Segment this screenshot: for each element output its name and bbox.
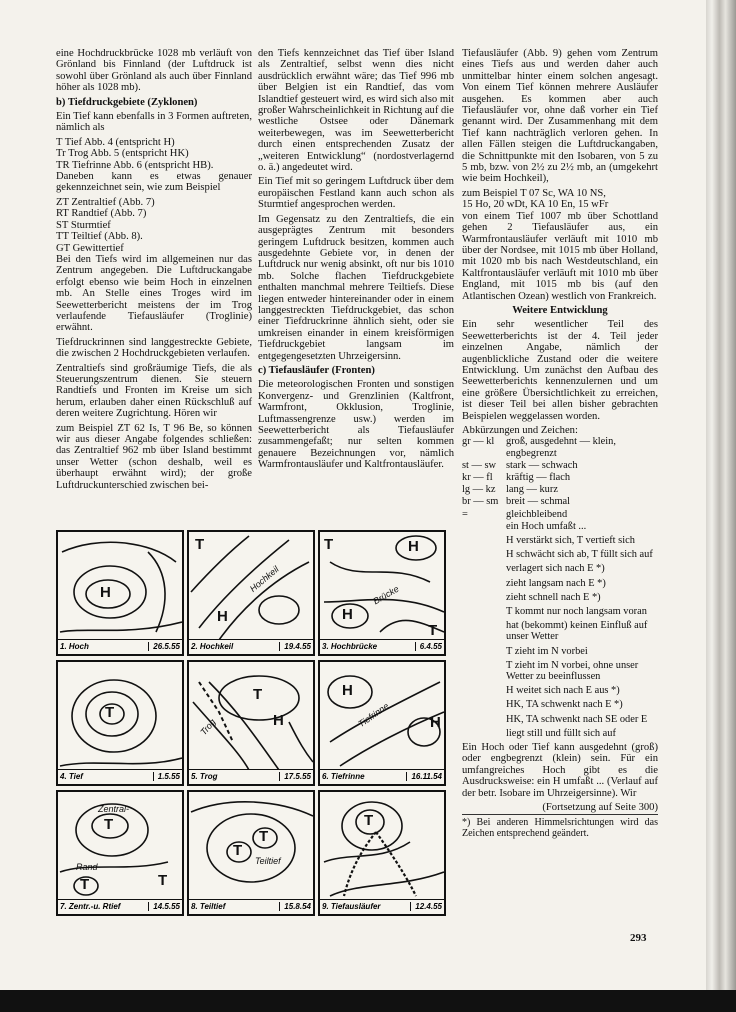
text-column-2 (258, 48, 454, 474)
high-label: H (100, 584, 111, 601)
weather-maps-figure (56, 530, 450, 920)
symbol-meaning: zieht langsam nach E *) (506, 577, 606, 589)
map-hochkeil (187, 530, 315, 656)
low-label: T (253, 686, 263, 703)
low-label: T (364, 812, 374, 829)
map-annotation: Brücke (371, 583, 401, 607)
caption-title: 6. Tiefrinne (322, 772, 365, 781)
symbol-meaning: HK, TA schwenkt nach E *) (506, 699, 623, 711)
paragraph: zum Beispiel ZT 62 Is, T 96 Be, so können wir aus dieser Angabe folgendes schließen: das Zentraltief 962 mb über Island bestimmt unser Wetter (schon deshalb, weil es überhaupt erwähnt wird); der große Luftdruckunterschied zwischen bei- (56, 422, 252, 491)
isobar-lines (320, 792, 444, 902)
map-tiefrinne (318, 660, 446, 786)
abbr-key: br — sm (462, 496, 499, 508)
abbreviation-row (462, 472, 658, 483)
symbol-meaning: H verstärkt sich, T vertieft sich (506, 535, 635, 547)
paragraph: Ein Hoch oder Tief kann ausgedehnt (groß) oder engbegrenzt (klein) sein. Für ein umfangreiches Hoch gibt es die Ausdrucksweise: ein H umfaßt ... (Verlauf auf der betr. Isobare im Uhrzeigersinne). Wir (462, 742, 658, 799)
section-heading-c: c) Tiefausläufer (Fronten) (258, 364, 375, 376)
map-hochbruecke (318, 530, 446, 656)
paragraph: den Tiefs kennzeichnet das Tief über Island als Zentraltief, selbst wenn dies nicht ausdrücklich erwähnt wäre; das Tief 996 mb über Belgien ist ein Randtief, das vom Islandtief gesteuert wird, es wird sich also mit großer Wahrscheinlichkeit in Richtung auf die westliche Ostsee oder Dänemark weiterbewegen, was im Seewetterbericht durch einen entsprechenden Zusatz der „weiteren Entwicklung“ (nordostverlagernd o. ä.) angedeutet wird. (258, 48, 454, 174)
caption-title: 3. Hochbrücke (322, 642, 378, 651)
abbreviation-row (462, 484, 658, 495)
paragraph: Im Gegensatz zu den Zentraltiefs, die ein ausgeprägtes Zentrum mit besonders geringem Luftdruck besitzen, kommen auch ausgedehnte Gebiete vor, in denen der Luftdruck nur wenig absinkt, oft nur bis 1010 mb. Solche flachen Tiefdruckgebiete enthalten manchmal mehrere Teiltiefs. Diese liegen entweder hintereinander oder in einem langgestreckten Tiefdruckgebiet, das schon einer Tiefdruckrinne ähnlich sieht, oder sie umkreisen einander in einem kreisförmigen Tiefdruckgebiet langsam im entgegengesetzten Uhrzeigersinn. (258, 213, 454, 362)
abbr-key: st — sw (462, 459, 497, 471)
isobar-lines (58, 532, 182, 642)
paragraph: Abkürzungen und Zeichen: (462, 425, 578, 436)
paragraph: Ein sehr wesentlicher Teil des Seewetterberichts ist der 4. Teil jeder einzelnen Angabe, nämlich der augenblickliche Zustand oder die weitere Entwicklung. Um zunächst den Aufbau des Seewetterberichts kennenzulernen und um eine größere Übersichtlichkeit zu erreichen, ist dieser Teil bei allen bisher gebrachten Beispielen weggelassen worden. (462, 319, 658, 422)
map-caption (320, 899, 444, 914)
isobar-lines (189, 662, 313, 772)
paragraph: Ein Tief kann ebenfalls in 3 Formen auftreten, nämlich als (56, 111, 252, 134)
abbreviation-row (462, 460, 658, 471)
low-label: T (104, 816, 114, 833)
map-tief (56, 660, 184, 786)
map-annotation: Rand- (76, 862, 101, 872)
list-item: T Tief Abb. 4 (entspricht H) (56, 136, 175, 148)
paragraph: Zentraltiefs sind großräumige Tiefs, die als Steuerungszentrum dienen. Sie steuern Randtiefs und Fronten im Kreise um sich herum, erlauben daher einen Rückschluß auf deren weitere Zugrichtung. Hören wir (56, 362, 252, 420)
map-zentraltief-randtief (56, 790, 184, 916)
text-column-3 (462, 48, 658, 842)
low-label: T (105, 704, 115, 721)
map-caption (189, 639, 313, 654)
caption-date: 16.11.54 (406, 772, 442, 781)
map-hoch (56, 530, 184, 656)
abbr-key: gr — kl (462, 436, 495, 448)
list-item: TT Teiltief (Abb. 8). (56, 231, 143, 243)
low-label: T (428, 622, 438, 639)
map-trog (187, 660, 315, 786)
paragraph: Ein Tief mit so geringem Luftdruck über dem europäischen Festland kann auch schon als Sturmtief angesprochen werden. (258, 176, 454, 211)
caption-date: 6.4.55 (415, 642, 442, 651)
high-label: H (408, 538, 419, 555)
high-label: H (217, 608, 228, 625)
list-item: ST Sturmtief (56, 219, 111, 231)
paragraph: Daneben kann es etwas genauer gekennzeichnet sein, wie zum Beispiel (56, 171, 252, 194)
map-tiefauslaeufer (318, 790, 446, 916)
caption-title: 2. Hochkeil (191, 642, 234, 651)
example-line: zum Beispiel T 07 Sc, WA 10 NS, (462, 187, 606, 199)
caption-title: 1. Hoch (60, 642, 89, 651)
page-number: 293 (630, 932, 647, 944)
caption-date: 1.5.55 (153, 772, 180, 781)
symbol-meaning: liegt still und füllt sich auf (506, 727, 616, 739)
isobar-lines (189, 792, 313, 902)
abbreviation-row (462, 496, 658, 507)
caption-date: 14.5.55 (148, 902, 180, 911)
paragraph: Bei den Tiefs wird im allgemeinen nur das Zentrum angegeben. Die Luftdruckangabe erfolgt ebenso wie beim Hoch in einzelnen mb. An Stelle eines Troges wird im Seewetterbericht meistens der im Trog verlaufende Tiefausläufer (Troglinie) erwähnt. (56, 253, 252, 334)
symbol-meaning: T zieht im N vorbei (506, 645, 588, 657)
low-label: T (195, 536, 205, 553)
high-label: H (342, 682, 353, 699)
example-line: 15 Ho, 20 wDt, KA 10 En, 15 wFr (462, 199, 609, 211)
paragraph: von einem Tief 1007 mb über Schottland gehen 2 Tiefausläufer aus, ein Warmfrontausläufer verläuft mit 1010 mb über der Nordsee, mit 1015 mb über Holland, mit 1020 mb bis nach Westdeutschland, ein Kaltfrontausläufer verläuft mit 1010 mb über England, mit 1015 mb bis (auf den Atlantischen Ozean) westlich von Frankreich. (462, 210, 658, 302)
low-label: T (259, 828, 269, 845)
abbr-value: groß, ausgedehnt — klein, engbegrenzt (506, 436, 616, 459)
abbr-key: kr — fl (462, 472, 493, 484)
symbol-meaning: hat (bekommt) keinen Einfluß auf unser Wetter (506, 620, 648, 643)
list-item: Tr Trog Abb. 5 (entspricht HK) (56, 148, 189, 160)
caption-title: 8. Teiltief (191, 902, 226, 911)
isobar-lines (320, 662, 444, 772)
list-item: ZT Zentraltief (Abb. 7) (56, 196, 155, 208)
abbr-value: breit — schmal (506, 496, 571, 508)
list-item: GT Gewittertief (56, 242, 124, 254)
caption-date: 26.5.55 (148, 642, 180, 651)
high-label: H (273, 712, 284, 729)
abbreviation-row (462, 436, 658, 458)
caption-date: 15.8.54 (279, 902, 311, 911)
map-teiltief (187, 790, 315, 916)
caption-title: 9. Tiefausläufer (322, 902, 381, 911)
abbreviation-row (462, 509, 658, 520)
caption-title: 4. Tief (60, 772, 83, 781)
list-item: RT Randtief (Abb. 7) (56, 208, 147, 220)
caption-title: 5. Trog (191, 772, 218, 781)
low-label: T (158, 872, 168, 889)
page-edge (706, 0, 736, 1012)
low-label: T (80, 876, 90, 893)
map-annotation: Tiefrinne (356, 700, 391, 730)
map-caption (58, 769, 182, 784)
symbol-meaning: T kommt nur noch langsam voran (506, 606, 647, 618)
symbol-meaning: H weitet sich nach E aus *) (506, 685, 620, 697)
map-caption (320, 639, 444, 654)
abbr-value: gleichbleibend (506, 508, 568, 520)
symbol-meaning: zieht schnell nach E *) (506, 591, 601, 603)
text-column-1 (56, 48, 252, 494)
map-caption (58, 899, 182, 914)
abbr-value: kräftig — flach (506, 472, 571, 484)
section-heading-weitere: Weitere Entwicklung (512, 304, 608, 316)
paragraph: Tiefdruckrinnen sind langgestreckte Gebiete, die zwischen 2 Hochdruckgebieten verlaufen. (56, 336, 252, 360)
section-heading-b: b) Tiefdruckgebiete (Zyklonen) (56, 96, 198, 108)
map-caption (58, 639, 182, 654)
paragraph: Tiefausläufer (Abb. 9) gehen vom Zentrum eines Tiefs aus und werden daher auch unmittelbar hinter einem solchen angesagt. Von einem Tief können mehrere Ausläufer ausgehen. Es kommen aber auch Tiefausläufer vor, ohne daß vorher ein Tief genannt wird. Der Zusammenhang mit dem Tief kann nachträglich verloren gehen. In allen Fällen steigen die Luftdruckangaben, die Schnittpunkte mit den Isobaren, von 5 zu 5 mb, bzw. von 2½ zu 2½ mb, an (umgekehrt wie beim Hochkeil), (462, 48, 658, 185)
abbr-key: lg — kz (462, 484, 496, 496)
list-item: TR Tiefrinne Abb. 6 (entspricht HB). (56, 159, 214, 171)
map-caption (189, 899, 313, 914)
abbr-key: = (462, 508, 468, 520)
high-label: H (342, 606, 353, 623)
footnote: *) Bei anderen Himmelsrichtungen wird das Zeichen entsprechend geändert. (462, 814, 658, 839)
abbr-value: lang — kurz (506, 484, 558, 496)
continuation-note: (Fortsetzung auf Seite 300) (542, 802, 658, 814)
caption-date: 19.4.55 (279, 642, 311, 651)
caption-title: 7. Zentr.-u. Rtief (60, 902, 121, 911)
paragraph: eine Hochdruckbrücke 1028 mb verläuft von Grönland bis Finnland (der Luftdruck ist sowohl über Grönland als auch über Finnland höher als 1028 mb). (56, 48, 252, 94)
isobar-lines (320, 532, 444, 642)
caption-date: 17.5.55 (279, 772, 311, 781)
low-label: T (233, 842, 243, 859)
map-annotation: Trog (198, 716, 218, 738)
map-annotation: Zentral- (98, 804, 130, 814)
paragraph: Die meteorologischen Fronten und sonstigen Konvergenz- und Grenzlinien (Kaltfront, Warmfront, Okklusion, Troglinie, Luftmassengrenze usw.) werden im Seewetterbericht als Tiefausläufer zusammengefaßt; nur selten kommen genauere Bezeichnungen vor, nämlich Warmfrontausläufer und Kaltfrontausläufer. (258, 379, 454, 471)
symbol-meaning: HK, TA schwenkt nach SE oder E (506, 713, 648, 725)
symbol-meaning: ein Hoch umfaßt ... (506, 520, 587, 532)
symbol-meaning: verlagert sich nach E *) (506, 563, 605, 575)
symbol-meaning: H schwächt sich ab, T füllt sich auf (506, 549, 653, 561)
map-caption (189, 769, 313, 784)
map-annotation: Teiltief (255, 856, 281, 866)
map-caption (320, 769, 444, 784)
abbr-value: stark — schwach (506, 459, 578, 471)
high-label: H (430, 714, 441, 731)
isobar-lines (58, 662, 182, 772)
scan-bottom-edge (0, 990, 736, 1012)
low-label: T (324, 536, 334, 553)
caption-date: 12.4.55 (410, 902, 442, 911)
symbol-meaning: T zieht im N vorbei, ohne unser Wetter zu beeinflussen (506, 659, 639, 683)
map-annotation: Hochkeil (247, 564, 281, 594)
